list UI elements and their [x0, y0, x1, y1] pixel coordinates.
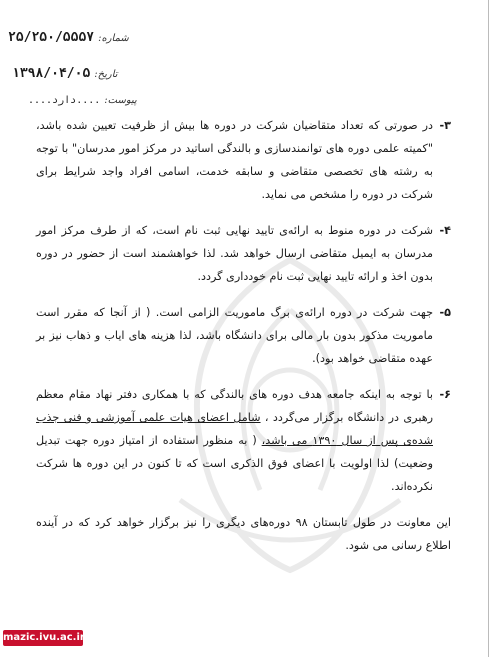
letter-date-value: ۱۳۹۸/۰۴/۰۵	[12, 66, 91, 81]
letter-attachment-label: پیوست:	[104, 95, 137, 106]
list-item	[36, 383, 451, 498]
item-text: شرکت در دوره منوط به ارائه‌ی تایید نهایی ثبت نام است، که از طرف مرکز امور مدرسان به ایمیل متقاضی ارسال خواهد شد. لذا خواهشمند است از حضور در دوره بدون اخذ و ارائه تایید نهایی ثبت نام خودداری گردد.	[36, 224, 433, 283]
underlined-text: شامل اعضای هیات علمی آموزشی و فنی جذب شده‌ی پس از سال ۱۳۹۰ می باشد،	[36, 411, 433, 447]
list-item	[36, 114, 451, 206]
letter-attachment	[28, 95, 137, 106]
list-item	[36, 301, 451, 370]
item-number: ۶-	[439, 388, 451, 401]
item-number: ۵-	[439, 306, 451, 319]
letter-number	[8, 30, 129, 45]
item-text-part: با توجه به اینکه جامعه هدف دوره های بالندگی که با همکاری دفتر نهاد مقام معظم رهبری در دانشگاه برگزار می‌گردد ،	[36, 388, 433, 424]
letter-attachment-value: ....دارد....	[28, 95, 101, 106]
item-text: در صورتی که تعداد متقاضیان شرکت در دوره ها بیش از ظرفیت تعیین شده باشد، "کمیته علمی دوره های توانمندسازی و بالندگی اساتید در مرکز امور مدرسان" با توجه به رشته های تخصصی متقاضی و سابقه خدمت، اسامی افراد واجد شرایط برای شرکت در دوره را مشخص می نماید.	[36, 119, 433, 201]
letter-number-value: ۲۵/۲۵۰/۵۵۵۷	[8, 30, 95, 45]
footer-site-link[interactable]: mazic.ivu.ac.ir	[3, 630, 83, 646]
item-number: ۳-	[439, 119, 451, 132]
item-text: جهت شرکت در دوره ارائه‌ی برگ ماموریت الزامی است. ( از آنجا که مقرر است ماموریت مذکور بدون بار مالی برای دانشگاه باشد، لذا هزینه های ایاب و ذهاب نیز بر عهده متقاضی خواهد بود).	[36, 306, 433, 365]
letter-date-label: تاریخ:	[94, 69, 118, 80]
item-number: ۴-	[439, 224, 451, 237]
letter-date	[12, 66, 118, 81]
closing-paragraph: این معاونت در طول تابستان ۹۸ دوره‌های دیگری را نیز برگزار خواهد کرد که در آینده اطلاع رسانی می شود.	[36, 516, 452, 552]
item-text	[36, 383, 433, 498]
letter-number-label: شماره:	[98, 33, 129, 44]
list-item	[36, 219, 451, 288]
letter-body	[36, 114, 451, 557]
page-edge-divider	[488, 0, 489, 657]
item-text-part: ( به منظور استفاده از امتیاز دوره جهت تبدیل وضعیت) لذا اولویت با اعضای فوق الذکری است که تا کنون در این دوره ها شرکت نکرده‌اند.	[36, 434, 433, 493]
